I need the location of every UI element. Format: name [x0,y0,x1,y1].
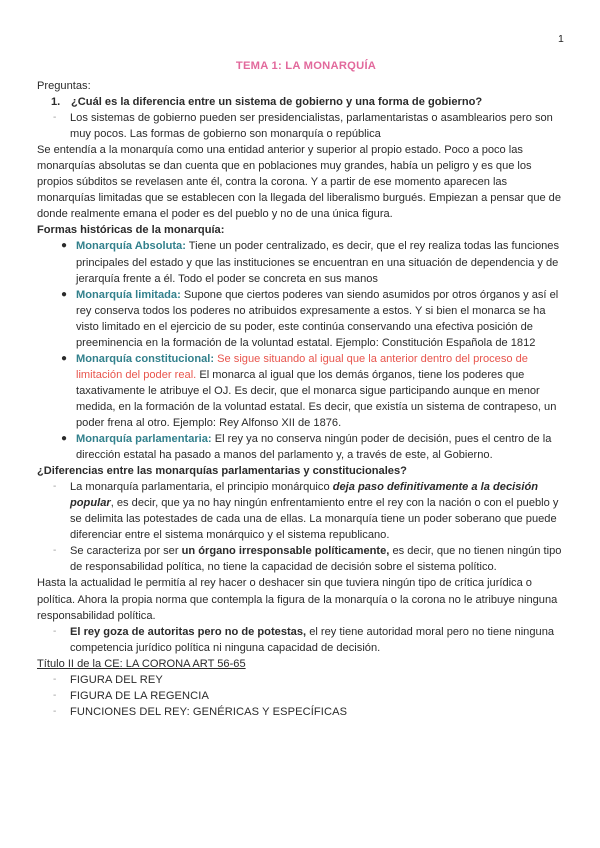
titulo-item-figura-de-la-regencia: FIGURA DE LA REGENCIA [70,689,209,702]
list-item [37,351,565,431]
list-marker-dash: - [53,673,57,685]
preguntas-label: Preguntas: [37,80,91,92]
paragraph-monarquia-intro: Se entendía a la monarquía como una entidad anterior y superior al propio estado. Poco a poco las monarquías absolutas se dan cuenta que en poblaciones muy grandes, había un peligro y es que los propios súbditos se revelasen ante él, contra la corona. Y a partir de ese momento aparecen las monarquías limitadas que se establecen con la llegada del liberalismo burgués. Empiezan a pensar que de donde realmente emana el poder es del pueblo y no de una única figura. [37,144,561,221]
list-marker-number: 1. [51,96,61,109]
list-marker-disc: ● [61,433,68,445]
question-item-1 [37,94,565,110]
titulo-item-funciones-del-rey: FUNCIONES DEL REY: GENÉRICAS Y ESPECÍFICAS [70,705,348,718]
diferencia-2-emphasis: un órgano irresponsable políticamente, [181,545,390,558]
diferencia-1-pre: La monarquía parlamentaria, el principio monárquico [70,481,333,494]
term-monarquia-parlamentaria: Monarquía parlamentaria: [76,433,212,446]
list-marker-disc: ● [61,240,68,252]
autoritas-post: el rey tiene autoridad moral pero no tiene ninguna competencia jurídico política ni ninguna capacidad de decisión. [70,625,555,654]
list-marker-dash: - [53,481,57,493]
list-item [37,672,565,688]
definition-monarquia-parlamentaria: El rey ya no conserva ningún poder de decisión, pues el centro de la dirección estatal ha pasado a manos del parlamento y, a través de este, al Gobierno. [76,433,552,462]
list-item [37,479,565,543]
list-marker-disc: ● [61,288,68,300]
list-marker-dash: - [53,689,57,701]
list-item [37,287,565,351]
definition-monarquia-limitada: Supone que ciertos poderes van siendo asumidos por otros órganos y así el rey conserva todos los poderes no atribuidos expresamente a estos. Y si bien el monarca se ha visto limitado en el ejercicio de su poder, este continúa conservando una efectiva posición de preeminencia en la formación de la voluntad estatal. Ejemplo: Constitución Española de 1812 [76,288,559,349]
question-text: ¿Cuál es la diferencia entre un sistema de gobierno y una forma de gobierno? [71,96,483,109]
page-number: 1 [557,33,564,45]
question-1-answer [37,110,565,142]
heading-formas-historicas: Formas históricas de la monarquía: [37,224,225,237]
diferencia-1-post: , es decir, que ya no hay ningún enfrentamiento entre el rey con la nación o con el pueblo y se delimita las potestades de cada una de ellas. La monarquía tiene un poder soberano que puede diferenciar entre el sistema monárquico y el sistema republicano. [70,497,559,542]
document-body [37,60,565,720]
heading-titulo-ii: Título II de la CE: LA CORONA ART 56-65 [37,657,246,670]
term-monarquia-constitucional: Monarquía constitucional: [76,352,215,365]
list-item [37,624,565,656]
list-marker-dash: - [53,545,57,557]
term-monarquia-limitada: Monarquía limitada: [76,288,181,301]
diferencia-2-pre: Se caracteriza por ser [70,545,182,558]
highlight-monarquia-constitucional: Se sigue situando al igual que la anterior dentro del proceso de limitación del poder real. [76,352,528,381]
list-marker-disc: ● [61,352,68,364]
diferencia-2-post: es decir, que no tienen ningún tipo de responsabilidad política, no tiene la capacidad de decisión sobre el sistema político. [70,545,562,574]
list-item [37,704,565,720]
list-item [37,238,565,286]
list-item [37,688,565,704]
page-title: TEMA 1: LA MONARQUÍA [235,60,377,72]
diferencia-1-emphasis: deja paso definitivamente a la decisión popular [70,481,539,510]
definition-monarquia-absoluta: Tiene un poder centralizado, es decir, que el rey realiza todas las funciones principales del estado y que las instituciones se encuentran en una situación de dependencia y de jerarquía frente a él. Todo el poder se concreta en sus manos [76,240,560,285]
autoritas-emphasis: El rey goza de autoritas pero no de potestas, [70,625,307,638]
heading-diferencias: ¿Diferencias entre las monarquías parlamentarias y constitucionales? [37,465,407,478]
term-monarquia-absoluta: Monarquía Absoluta: [76,240,186,253]
list-item [37,431,565,463]
list-marker-dash: - [53,112,57,124]
definition-monarquia-constitucional: El monarca al igual que los demás órganos, tiene los poderes que taxativamente le atribuye el OJ. Es decir, que el monarca sigue participando aunque en menor medida, en la formación de la voluntad estatal. Es decir, que existía un sistema de contrapeso, un poder frena al otro. Ejemplo: Rey Alfonso XII de 1876. [76,368,557,429]
list-marker-dash: - [53,705,57,717]
answer-text: Los sistemas de gobierno pueden ser presidencialistas, parlamentaristas o asamblearios pero son muy pocos. Las formas de gobierno son monarquía o república [70,112,553,141]
list-item [37,543,565,575]
titulo-item-figura-del-rey: FIGURA DEL REY [70,673,163,686]
list-marker-dash: - [53,625,57,637]
paragraph-responsabilidad: Hasta la actualidad le permitía al rey hacer o deshacer sin que tuviera ningún tipo de crítica jurídica o política. Ahora la propia norma que contempla la figura de la monarquía o la corona no le atribuye ninguna responsabilidad política. [37,577,558,622]
